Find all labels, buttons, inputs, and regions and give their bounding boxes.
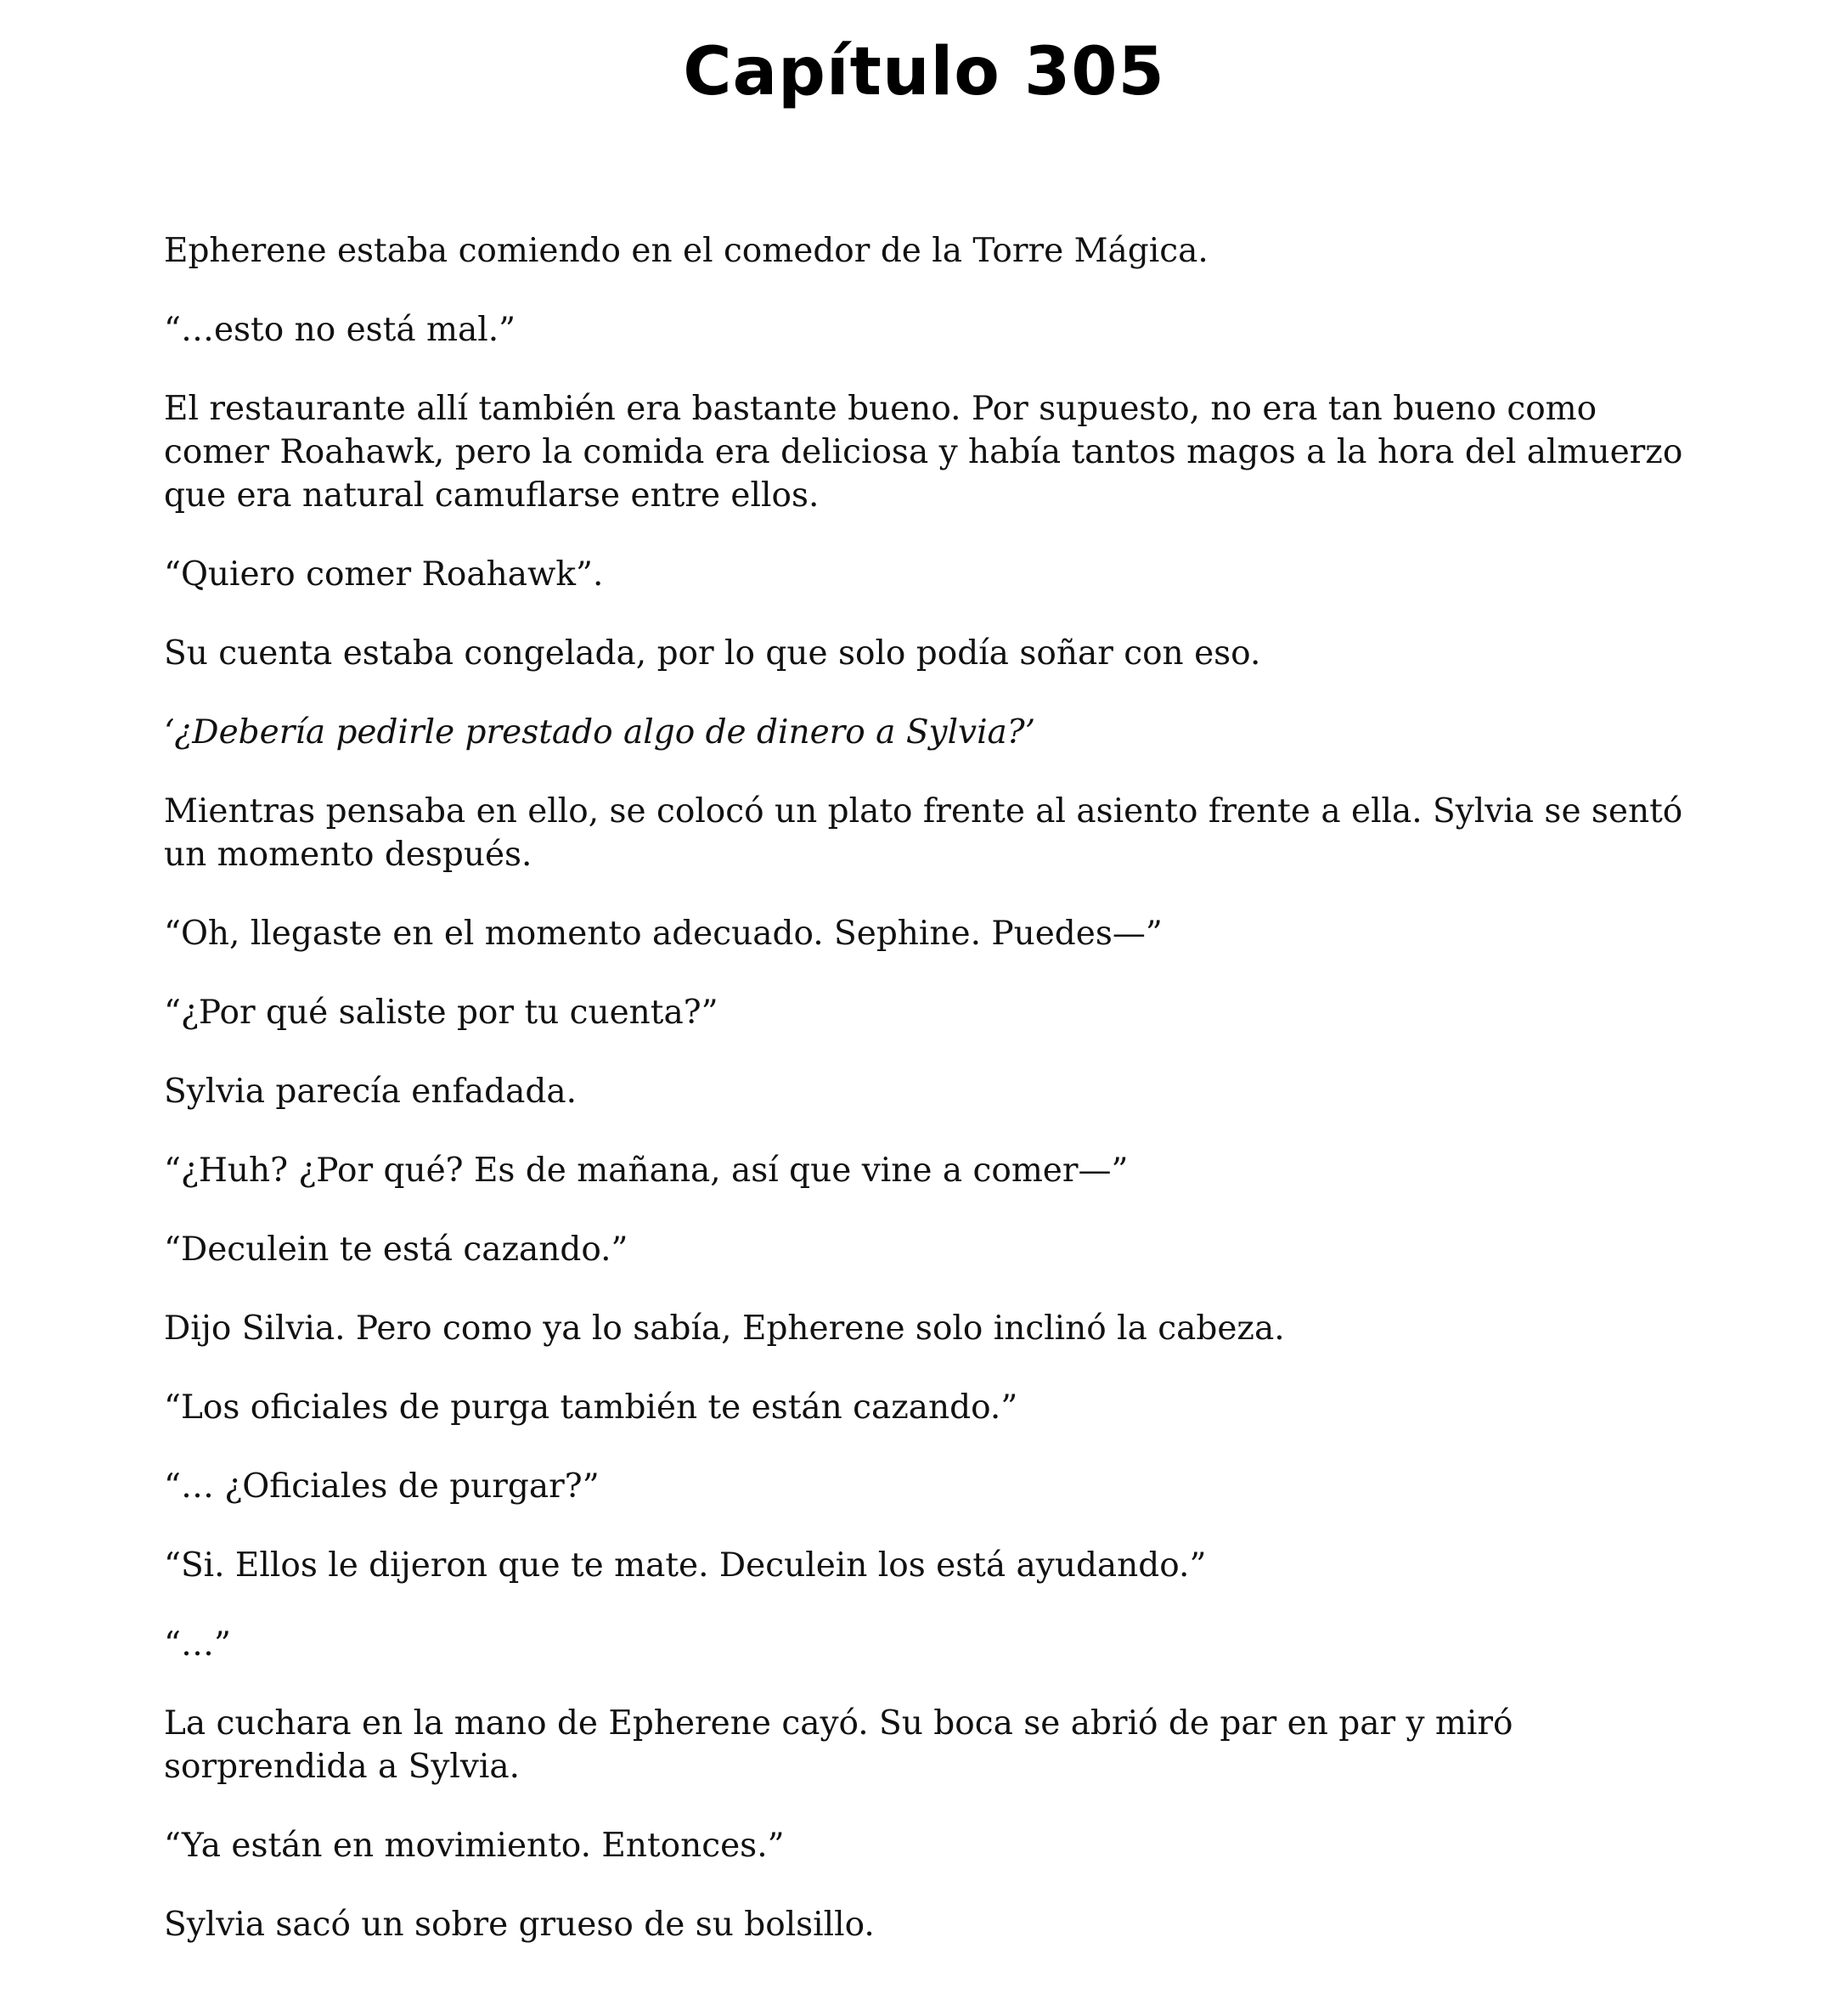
paragraph-13: Dijo Silvia. Pero como ya lo sabía, Epherene solo inclinó la cabeza. [164,1309,1285,1348]
paragraph-7: Mientras pensaba en ello, se colocó un plato frente al asiento frente a ella. Sylvia se sentó un momento después. [164,792,1683,874]
paragraph-8: “Oh, llegaste en el momento adecuado. Sephine. Puedes—” [164,915,1163,953]
paragraph-10: Sylvia parecía enfadada. [164,1073,577,1111]
paragraph-3: El restaurante allí también era bastante bueno. Por supuesto, no era tan bueno como comer Roahawk, pero la comida era deliciosa y había tantos magos a la hora del almuerzo que era natural camuflarse entre ellos. [164,390,1683,515]
paragraph-17: “…” [164,1625,231,1664]
paragraph-15: “… ¿Oficiales de purgar?” [164,1467,600,1506]
paragraph-2: “…esto no está mal.” [164,311,516,349]
paragraph-4: “Quiero comer Roahawk”. [164,555,604,594]
paragraph-11: “¿Huh? ¿Por qué? Es de mañana, así que vine a comer—” [164,1152,1129,1190]
paragraph-18: La cuchara en la mano de Epherene cayó. Su boca se abrió de par en par y miró sorprendida a Sylvia. [164,1704,1513,1786]
chapter-body [164,229,1701,1982]
paragraph-6-thought: ‘¿Debería pedirle prestado algo de dinero a Sylvia?’ [164,713,1036,752]
paragraph-16: “Si. Ellos le dijeron que te mate. Deculein los está ayudando.” [164,1546,1207,1585]
chapter-title: Capítulo 305 [683,34,1165,110]
paragraph-19: “Ya están en movimiento. Entonces.” [164,1827,785,1865]
paragraph-1: Epherene estaba comiendo en el comedor de la Torre Mágica. [164,232,1209,270]
paragraph-5: Su cuenta estaba congelada, por lo que solo podía soñar con eso. [164,634,1261,673]
paragraph-20: Sylvia sacó un sobre grueso de su bolsillo. [164,1906,875,1944]
paragraph-14: “Los oficiales de purga también te están cazando.” [164,1388,1018,1427]
paragraph-9: “¿Por qué saliste por tu cuenta?” [164,994,718,1032]
paragraph-12: “Deculein te está cazando.” [164,1230,628,1269]
